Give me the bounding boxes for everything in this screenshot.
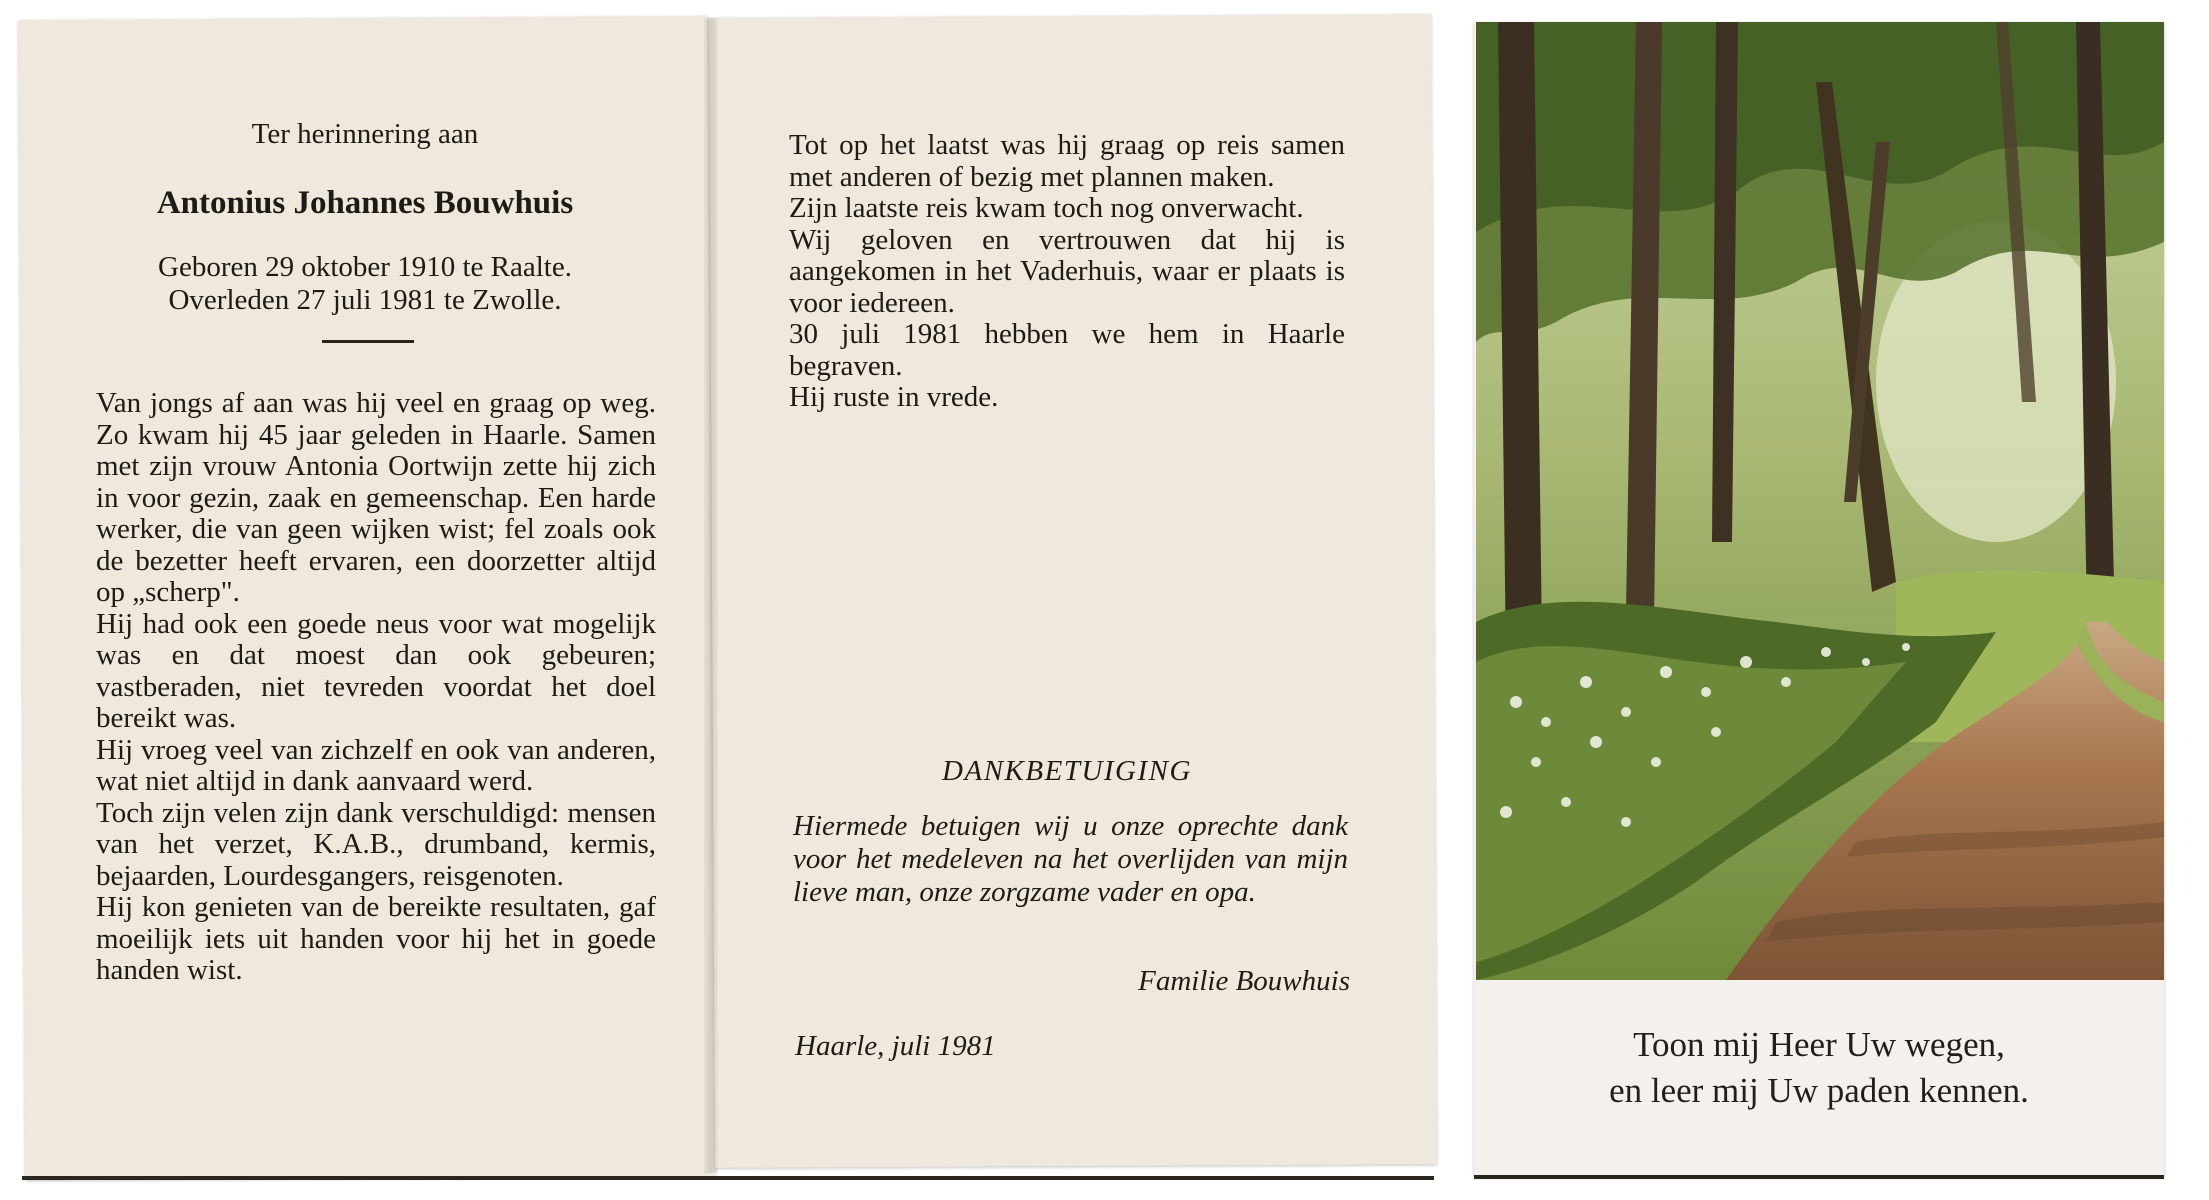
thanks-message [793,810,1348,909]
bio-paragraph: Hij kon genieten van de bereikte resultaten, gaf moeilijk iets uit handen voor hij het in goede handen wist. [96,891,656,986]
verse-text [1474,1022,2164,1114]
verse-line-2: en leer mij Uw paden kennen. [1609,1071,2029,1110]
birth-line: Geboren 29 oktober 1910 te Raalte. [158,251,572,283]
bio-paragraph: Toch zijn velen zijn dank verschuldigd: mensen van het verzet, K.A.B., drumband, kermis, bejaarden, Lourdesgangers, reisgenoten. [96,796,656,892]
story-paragraph: Wij geloven en vertrouwen dat hij is aangekomen in het Vaderhuis, waar er plaats is voor iedereen. [789,223,1345,319]
card-bottom-edge [22,1176,1434,1180]
divider-rule [322,340,414,343]
prayer-card-bottom-edge [1474,1175,2164,1179]
life-dates [0,251,730,317]
story-paragraph: Tot op het laatst was hij graag op reis samen met anderen of bezig met plannen maken. [789,129,1345,193]
story-paragraph: 30 juli 1981 hebben we hem in Haarle begraven. [789,318,1345,382]
death-line: Overleden 27 juli 1981 te Zwolle. [168,284,562,316]
intro-text: Ter herinnering aan [251,118,479,150]
biography [96,388,656,987]
thanks-signature: Familie Bouwhuis [1138,965,1350,997]
bio-paragraph: Van jongs af aan was hij veel en graag op weg. Zo kwam hij 45 jaar geleden in Haarle. Samen met zijn vrouw Antonia Oortwijn zette hij zich in voor gezin, zaak en gemeenschap. Een harde werker, die van geen wijken wist; fel zoals ook de bezetter heeft ervaren, een doorzetter altijd op „scherp". [96,387,656,608]
place-date: Haarle, juli 1981 [795,1030,996,1062]
story-text [789,130,1345,414]
thanks-paragraph: Hiermede betuigen wij u onze oprechte dank voor het medeleven na het overlijden van mijn lieve man, onze zorgzame vader en opa. [793,810,1348,908]
bio-paragraph: Hij vroeg veel van zichzelf en ook van anderen, wat niet altijd in dank aanvaard werd. [96,733,656,797]
bio-paragraph: Hij had ook een goede neus voor wat mogelijk was en dat moest dan ook gebeuren; vastberaden, niet tevreden voordat het doel bereikt was. [96,607,656,734]
forest-path-illustration [1476,22,2164,980]
story-paragraph: Hij ruste in vrede. [789,381,999,413]
thanks-heading: DANKBETUIGING [942,755,1192,787]
verse-line-1: Toon mij Heer Uw wegen, [1633,1025,2005,1064]
forest-path-photo [1476,22,2164,980]
story-paragraph: Zijn laatste reis kwam toch nog onverwacht. [789,192,1304,224]
deceased-name: Antonius Johannes Bouwhuis [156,185,574,221]
